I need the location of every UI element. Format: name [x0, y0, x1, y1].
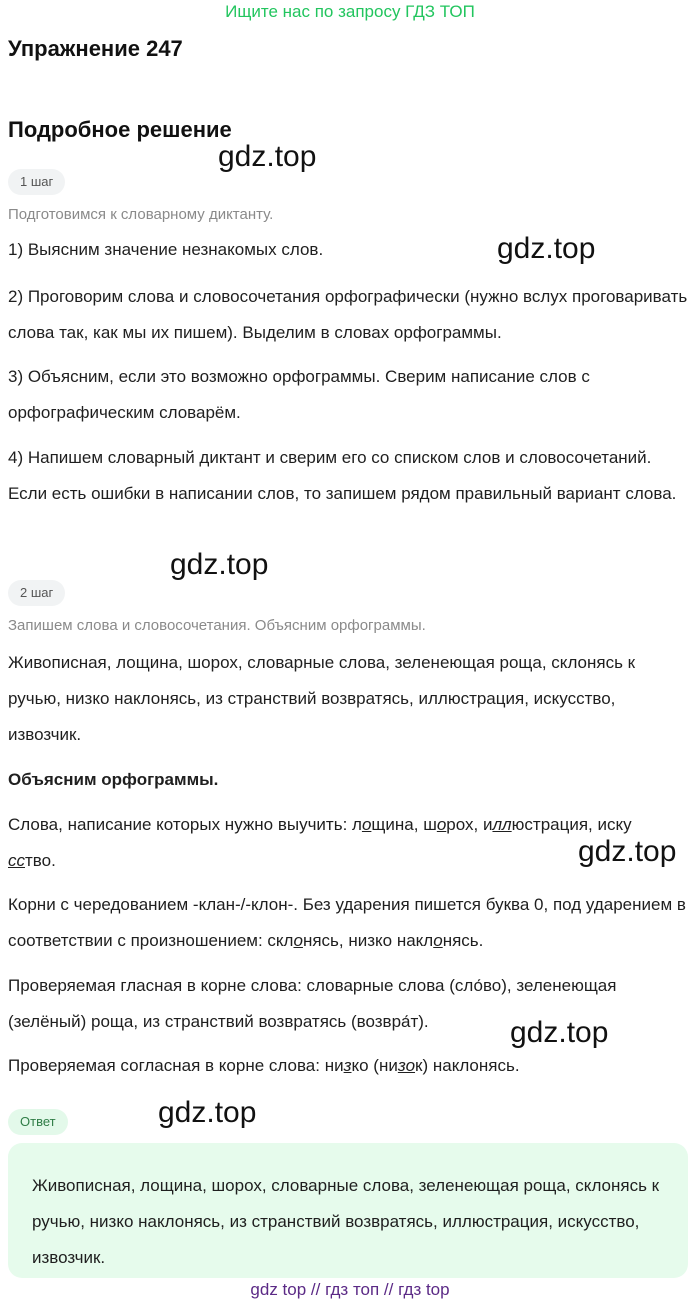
text-fragment: Слова, написание которых нужно выучить: [8, 815, 353, 834]
step-1-badge: 1 шаг [8, 169, 65, 195]
step-1-item: 3) Объясним, если это возможно орфограммы. Сверим написание слов с орфографическим словарём. [8, 367, 590, 422]
watermark-text: gdz.top [510, 1016, 609, 1049]
orthogram-paragraph-memorize [8, 807, 688, 879]
orthogram-paragraph-alternation [8, 887, 688, 959]
text-fragment: л [352, 815, 362, 834]
text-fragment: к) наклонясь. [415, 1056, 520, 1075]
orthogram-highlight: о [361, 815, 372, 834]
step-2-caption: Запишем слова и словосочетания. Объясним орфограммы. [8, 617, 426, 634]
orthogram-highlight: з [343, 1056, 352, 1075]
answer-text: Живописная, лощина, шорох, словарные слова, зеленеющая роща, склонясь к ручью, низко наклонясь, из странствий возвратясь, иллюстрация, искусство, извозчик. [32, 1176, 660, 1267]
exercise-title: Упражнение 247 [8, 36, 183, 61]
text-fragment: Проверяемая согласная в корне слова: ни [8, 1056, 344, 1075]
watermark-text: gdz.top [578, 835, 677, 868]
text-fragment: ко (ни [351, 1056, 398, 1075]
watermark-text: gdz.top [158, 1096, 257, 1129]
orthogram-highlight: о [293, 931, 303, 950]
text-fragment: ш [423, 815, 437, 834]
watermark-text: gdz.top [170, 548, 269, 581]
solution-title: Подробное решение [8, 117, 232, 142]
step-1-item: 2) Проговорим слова и словосочетания орфографически (нужно вслух проговаривать слова так, как мы их пишем). Выделим в словах орфограммы. [8, 287, 688, 342]
text-fragment: и [482, 815, 493, 834]
orthogram-highlight: лл [492, 815, 512, 834]
orthogram-paragraph-consonant [8, 1048, 688, 1084]
orthogram-paragraph-vowel: Проверяемая гласная в корне слова: словарные слова (сло́во), зеленеющая (зелёный) роща, из странствий возвратясь (возвра́т). [8, 976, 617, 1031]
text-fragment: щина, [371, 815, 424, 834]
answer-badge: Ответ [8, 1109, 68, 1135]
word-list: Живописная, лощина, шорох, словарные слова, зеленеющая роща, склонясь к ручью, низко наклонясь, из странствий возвратясь, иллюстрация, искусство, извозчик. [8, 653, 636, 744]
explain-heading-text: Объясним орфограммы. [8, 770, 219, 789]
step-2-badge: 2 шаг [8, 580, 65, 606]
orthogram-highlight: зо [397, 1056, 416, 1075]
top-banner[interactable]: Ищите нас по запросу ГДЗ ТОП [225, 2, 475, 21]
text-fragment: тво. [25, 851, 56, 870]
text-fragment: нясь, низко накл [302, 931, 434, 950]
orthogram-highlight: о [436, 815, 447, 834]
footer-links[interactable]: gdz top // гдз топ // гдз top [0, 1278, 700, 1305]
step-1-item: 4) Напишем словарный диктант и сверим его со списком слов и словосочетаний. Если есть ошибки в написании слов, то запишем рядом правильный вариант слова. [8, 448, 677, 503]
text-fragment: Корни с чередованием -клан-/-клон-. Без ударения пишется буква 0, под ударением в соответствии с произношением: скл [8, 895, 686, 950]
text-fragment: нясь. [442, 931, 484, 950]
explain-heading [8, 762, 688, 798]
text-fragment: рох, [446, 815, 483, 834]
step-1-item: 1) Выясним значение незнакомых слов. [8, 240, 324, 259]
watermark-text: gdz.top [218, 140, 317, 173]
orthogram-highlight: сс [8, 851, 25, 870]
orthogram-highlight: о [433, 931, 443, 950]
text-fragment: юстрация, иску [511, 815, 632, 834]
step-1-caption: Подготовимся к словарному диктанту. [8, 206, 274, 223]
watermark-text: gdz.top [497, 232, 596, 265]
